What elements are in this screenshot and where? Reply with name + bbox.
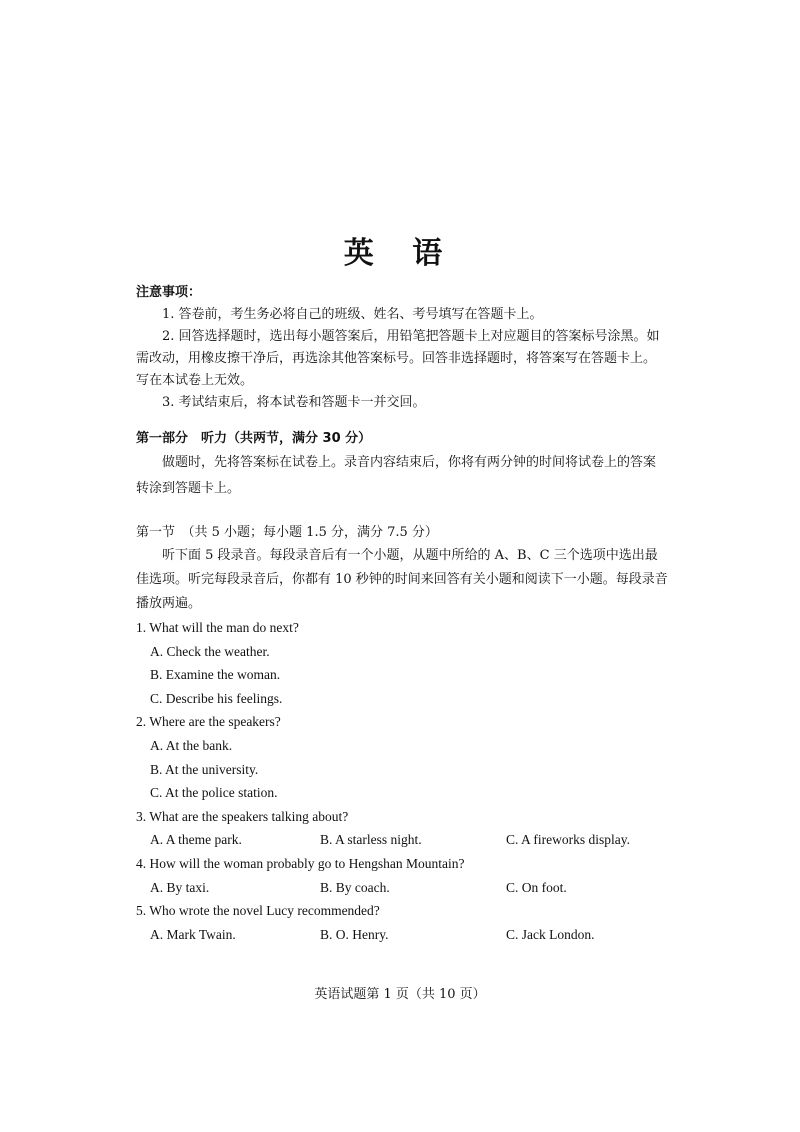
option-row bbox=[136, 828, 696, 852]
notes-section bbox=[136, 282, 668, 414]
answer-option: A. Check the weather. bbox=[150, 643, 270, 659]
answer-option: C. Jack London. bbox=[506, 926, 595, 942]
option-row bbox=[136, 876, 696, 900]
notes-item: 1. 答卷前，考生务必将自己的班级、姓名、考号填写在答题卡上。 bbox=[162, 307, 543, 322]
answer-option: B. Examine the woman. bbox=[150, 667, 281, 683]
answer-option: B. A starless night. bbox=[320, 832, 422, 848]
section1-heading: 第一节 （共 5 小题；每小题 1.5 分，满分 7.5 分） bbox=[136, 525, 438, 540]
answer-option: C. A fireworks display. bbox=[506, 832, 630, 848]
question-stem: 4. How will the woman probably go to Hengshan Mountain? bbox=[136, 855, 465, 871]
part1-heading: 第一部分 听力（共两节，满分 30 分） bbox=[136, 431, 372, 446]
answer-option: C. At the police station. bbox=[150, 785, 278, 801]
answer-option: B. At the university. bbox=[150, 761, 259, 777]
question-stem: 3. What are the speakers talking about? bbox=[136, 808, 349, 824]
page-title: 英 语 bbox=[343, 236, 457, 271]
answer-option: C. Describe his feelings. bbox=[150, 690, 283, 706]
question-stem: 1. What will the man do next? bbox=[136, 620, 299, 635]
section1-instruction: 听下面 5 段录音。每段录音后有一个小题，从题中所给的 A、B、C 三个选项中选出最佳选项。听完每段录音后，你都有 10 秒钟的时间来回答有关小题和阅读下一小题。每段录音播放两遍。 bbox=[136, 548, 668, 611]
question-list bbox=[136, 616, 696, 946]
notes-heading: 注意事项： bbox=[136, 285, 202, 300]
notes-item: 3. 考试结束后，将本试卷和答题卡一并交回。 bbox=[162, 395, 426, 410]
question-stem: 2. Where are the speakers? bbox=[136, 714, 281, 730]
option-row bbox=[136, 923, 696, 947]
answer-option: A. At the bank. bbox=[150, 737, 233, 753]
question-stem: 5. Who wrote the novel Lucy recommended? bbox=[136, 903, 380, 919]
section1 bbox=[136, 522, 668, 616]
answer-option: C. On foot. bbox=[506, 879, 567, 895]
answer-option: B. O. Henry. bbox=[320, 926, 389, 942]
answer-option: A. A theme park. bbox=[150, 832, 242, 848]
page-footer: 英语试题第 1 页（共 10 页） bbox=[314, 987, 486, 1002]
answer-option: A. Mark Twain. bbox=[150, 926, 236, 942]
answer-option: B. By coach. bbox=[320, 879, 390, 895]
notes-item: 2. 回答选择题时，选出每小题答案后，用铅笔把答题卡上对应题目的答案标号涂黑。如需改动，用橡皮擦干净后，再选涂其他答案标号。回答非选择题时，将答案写在答题卡上。写在本试卷上无效。 bbox=[136, 329, 660, 388]
part1-instruction: 做题时，先将答案标在试卷上。录音内容结束后，你将有两分钟的时间将试卷上的答案转涂到答题卡上。 bbox=[136, 455, 657, 496]
answer-option: A. By taxi. bbox=[150, 879, 210, 895]
part1-section bbox=[136, 428, 668, 502]
